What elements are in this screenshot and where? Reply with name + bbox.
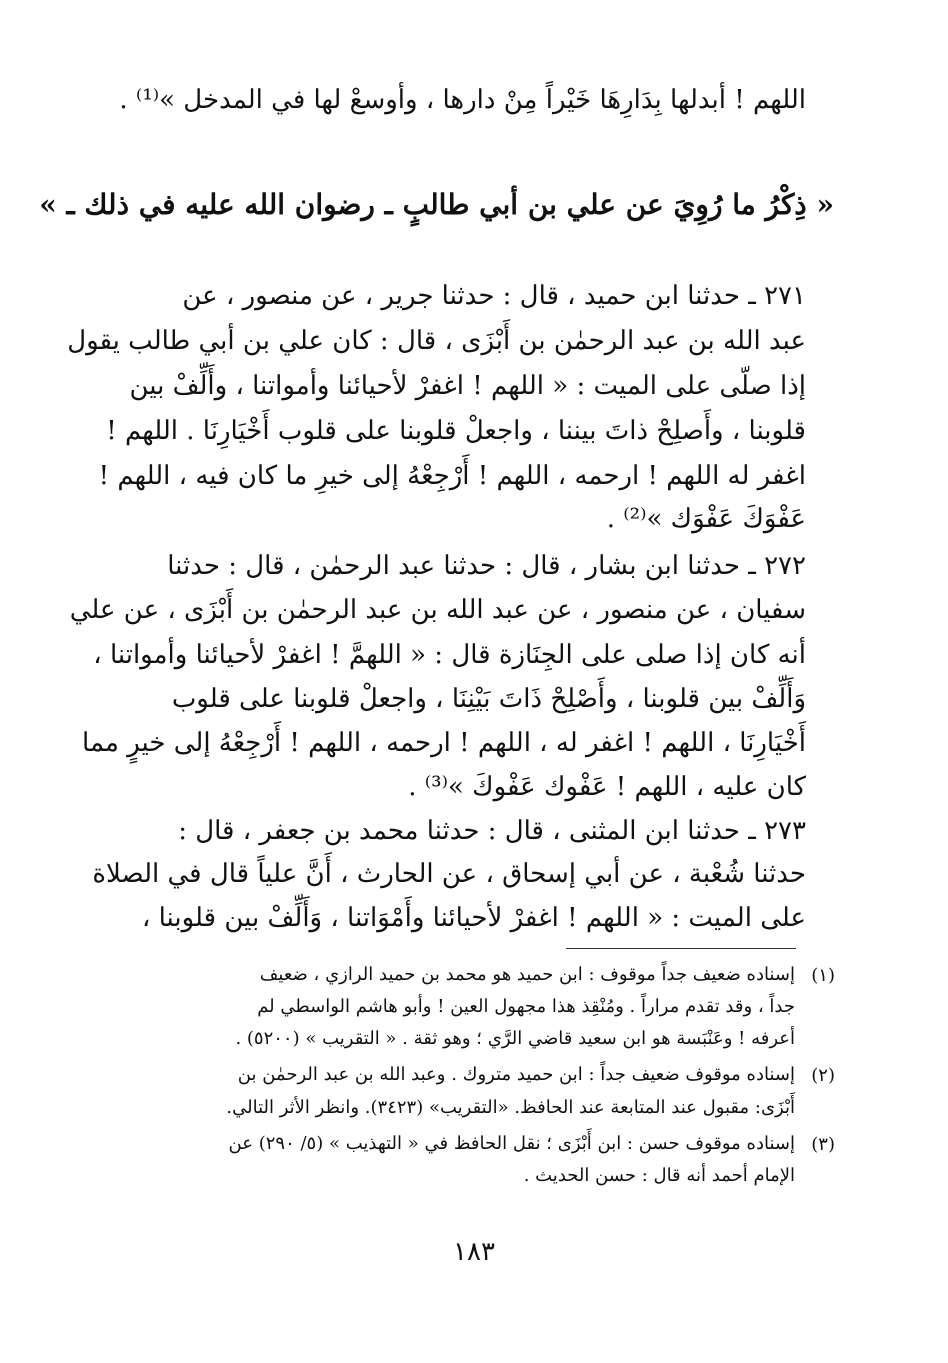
footnote-3-line-2: الإمام أحمد أنه قال : حسن الحديث .	[523, 1165, 795, 1186]
paragraph-272-line-3: أنه كان إذا صلى على الجِنَازة قال : « اللهمَّ ! اغفرْ لأحيائنا وأمواتنا ،	[93, 640, 806, 670]
paragraph-273-line-2: حدثنا شُعْبة ، عن أبي إسحاق ، عن الحارث ، أَنَّ علياً قال في الصلاة	[92, 859, 806, 889]
paragraph-272-line-5: أَخْيَارِنَا ، اللهم ! اغفر له ، اللهم ! ارحمه ، اللهم ! أَرْجِعْهُ إلى خيرٍ مما	[82, 728, 806, 758]
paragraph-272-line-4: وَأَلِّفْ بين قلوبنا ، وأَصْلِحْ ذَاتَ بَيْنِنَا ، واجعلْ قلوبنا على قلوب	[171, 684, 806, 714]
footnote-1-line-3: أعرفه ! وعَنْبَسة هو ابن سعيد قاضي الرَّي ؛ وهو ثقة . « التقريب » (٥٢٠٠) .	[235, 1028, 795, 1049]
footnote-1-line-2: جداً ، وقد تقدم مراراً . ومُنْقِذ هذا مجهول العين ! وأبو هاشم الواسطي لم	[257, 996, 795, 1017]
paragraph-271-line-3: إذا صلّى على الميت : « اللهم ! اغفرْ لأحيائنا وأمواتنا ، وأَلِّفْ بين	[129, 371, 806, 401]
footnote-divider	[566, 948, 796, 949]
paragraph-271-line-1: ٢٧١ ـ حدثنا ابن حميد ، قال : حدثنا جرير ، عن منصور ، عن	[182, 281, 806, 311]
page-number: ١٨٣	[453, 1237, 495, 1267]
paragraph-271-line-2: عبد الله بن عبد الرحمٰن بن أَبْزَى ، قال : كان علي بن أبي طالب يقول	[67, 326, 806, 356]
top-text-line: اللهم ! أبدلها بِدَارِهَا خَيْراً مِنْ دارها ، وأوسعْ لها في المدخل »⁽¹⁾ .	[119, 85, 806, 115]
paragraph-271-line-6: عَفْوَكَ عَفْوَك »⁽²⁾ .	[606, 504, 806, 534]
paragraph-272-line-6: كان عليه ، اللهم ! عَفْوك عَفْوكَ »⁽³⁾ .	[408, 772, 806, 802]
footnote-1-line-1: إسناده ضعيف جداً موقوف : ابن حميد هو محمد بن حميد الرازي ، ضعيف	[259, 964, 795, 985]
paragraph-271-line-4: قلوبنا ، وأَصلِحْ ذاتَ بيننا ، واجعلْ قلوبنا على قلوب أَخْيَارِنَا . اللهم !	[106, 416, 806, 446]
paragraph-272-line-2: سفيان ، عن منصور ، عن عبد الله بن عبد الرحمٰن بن أَبْزَى ، عن علي	[69, 595, 806, 625]
paragraph-272-line-1: ٢٧٢ ـ حدثنا ابن بشار ، قال : حدثنا عبد الرحمٰن ، قال : حدثنا	[167, 551, 806, 581]
paragraph-271-line-5: اغفر له اللهم ! ارحمه ، اللهم ! أَرْجِعْهُ إلى خيرِ ما كان فيه ، اللهم !	[98, 461, 806, 491]
footnote-2-line-1: إسناده موقوف ضعيف جداً : ابن حميد متروك . وعبد الله بن عبد الرحمٰن بن	[237, 1064, 795, 1085]
footnote-2-number: (٢)	[811, 1065, 835, 1086]
footnote-1-number: (١)	[811, 965, 835, 986]
section-heading: « ذِكْرُ ما رُوِيَ عن علي بن أبي طالبٍ ـ رضوان الله عليه في ذلك ـ »	[39, 188, 834, 221]
paragraph-273-line-3: على الميت : « اللهم ! اغفرْ لأحيائنا وأَمْوَاتنا ، وَأَلِّفْ بين قلوبنا ،	[141, 903, 806, 933]
footnote-3-number: (٣)	[811, 1134, 835, 1155]
paragraph-273-line-1: ٢٧٣ ـ حدثنا ابن المثنى ، قال : حدثنا محمد بن جعفر ، قال :	[178, 816, 806, 846]
footnote-3-line-1: إسناده موقوف حسن : ابن أَبْزَى ؛ نقل الحافظ في « التهذيب » (٥/ ٢٩٠) عن	[228, 1133, 795, 1154]
footnote-2-line-2: أَبْزَى: مقبول عند المتابعة عند الحافظ. «التقريب» (٣٤٢٣). وانظر الأثر التالي.	[226, 1097, 795, 1118]
